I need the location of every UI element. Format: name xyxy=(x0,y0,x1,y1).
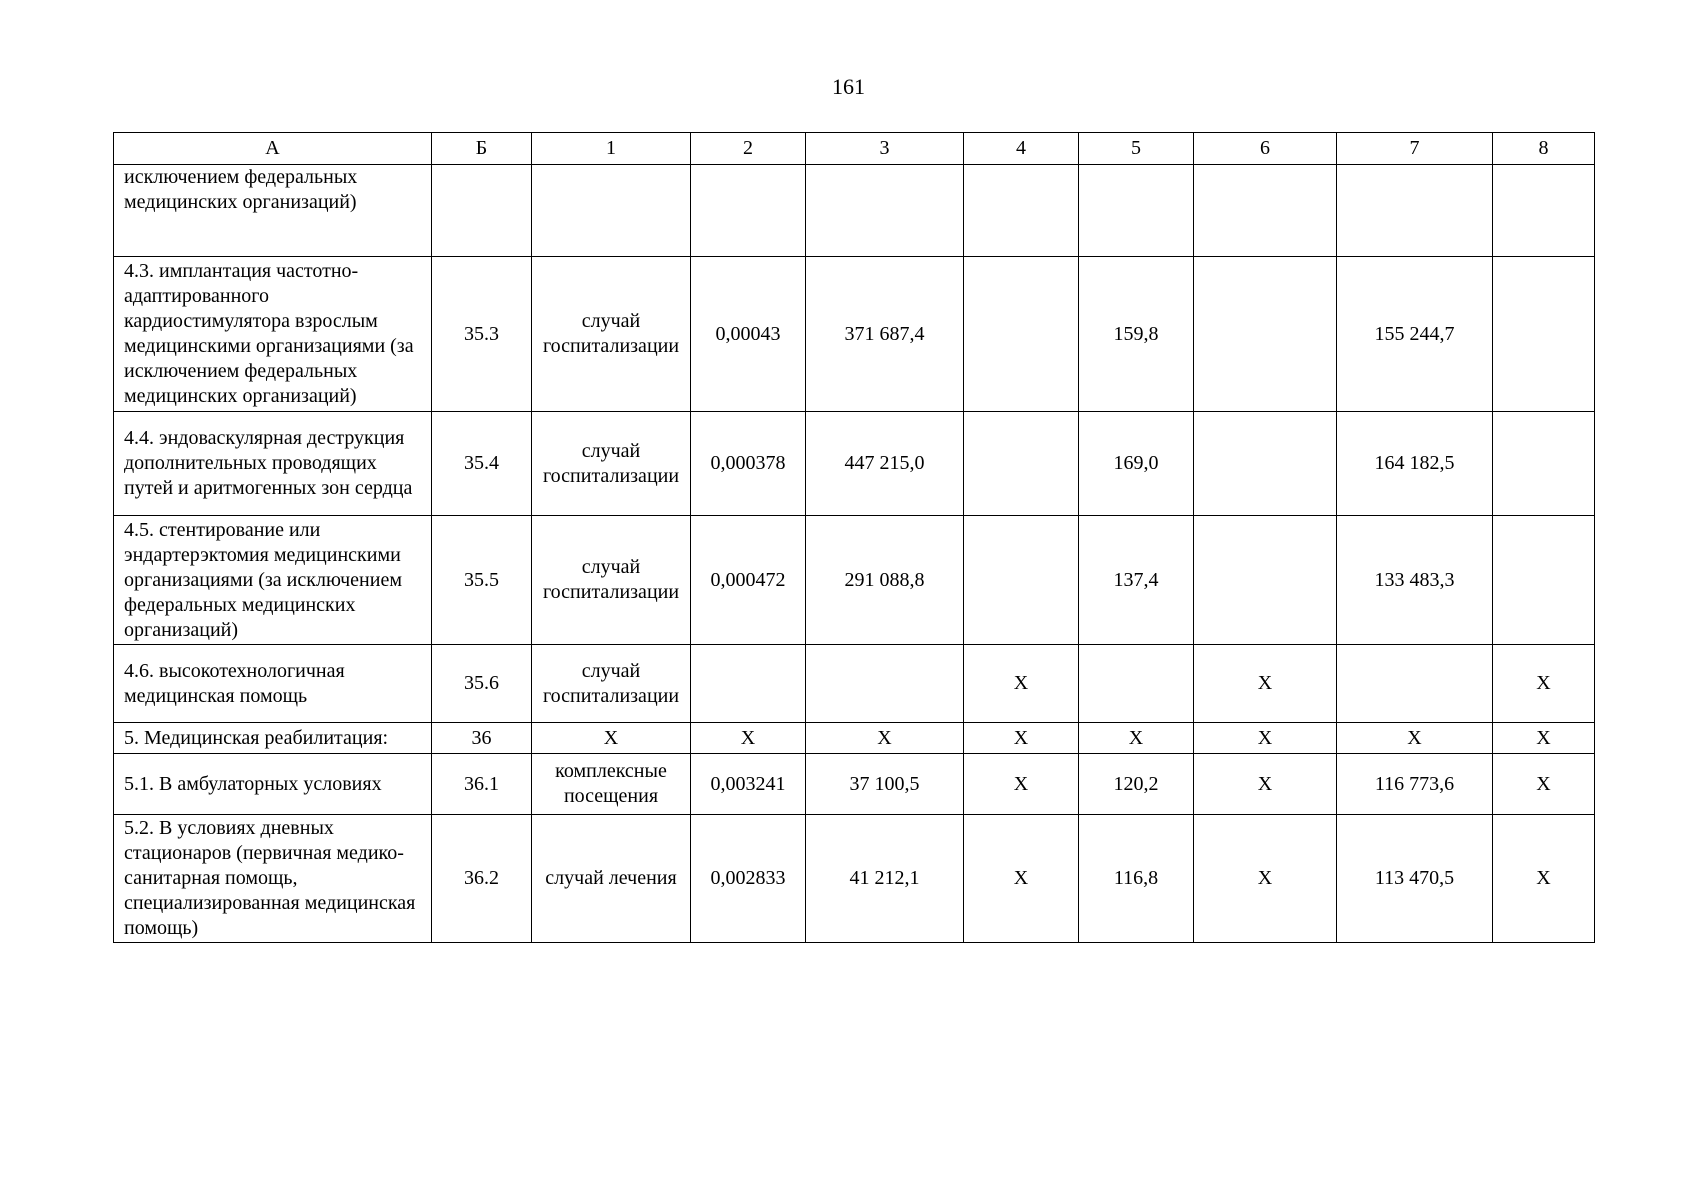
value-cell: X xyxy=(806,723,964,754)
value-cell: X xyxy=(1194,754,1337,815)
row-code-cell: 36.1 xyxy=(432,754,532,815)
row-code-cell xyxy=(432,165,532,257)
row-name-cell: 4.6. высокотехнологичная медицинская помощь xyxy=(114,645,432,723)
value-cell: 164 182,5 xyxy=(1337,412,1493,516)
value-cell: 120,2 xyxy=(1079,754,1194,815)
value-cell xyxy=(691,645,806,723)
value-cell: 169,0 xyxy=(1079,412,1194,516)
row-name-cell: 5. Медицинская реабилитация: xyxy=(114,723,432,754)
value-cell: X xyxy=(1194,723,1337,754)
value-cell: 37 100,5 xyxy=(806,754,964,815)
value-cell xyxy=(964,516,1079,645)
row-code-cell: 36.2 xyxy=(432,815,532,943)
value-cell: X xyxy=(1493,754,1595,815)
column-header: А xyxy=(114,133,432,165)
row-name-cell: исключением федеральных медицинских организаций) xyxy=(114,165,432,257)
value-cell: X xyxy=(1194,815,1337,943)
value-cell: X xyxy=(1493,815,1595,943)
value-cell: X xyxy=(691,723,806,754)
value-cell: X xyxy=(1337,723,1493,754)
value-cell xyxy=(1194,516,1337,645)
row-name-cell: 4.4. эндоваскулярная деструкция дополнительных проводящих путей и аритмогенных зон сердца xyxy=(114,412,432,516)
value-cell xyxy=(1079,645,1194,723)
value-cell xyxy=(964,165,1079,257)
value-cell xyxy=(1194,412,1337,516)
value-cell xyxy=(1194,165,1337,257)
value-cell: 0,002833 xyxy=(691,815,806,943)
value-cell: 291 088,8 xyxy=(806,516,964,645)
value-cell: 0,000472 xyxy=(691,516,806,645)
value-cell xyxy=(806,645,964,723)
value-cell: X xyxy=(964,815,1079,943)
row-name-cell: 5.2. В условиях дневных стационаров (первичная медико-санитарная помощь, специализированная медицинская помощь) xyxy=(114,815,432,943)
table-row xyxy=(114,723,1595,754)
row-unit-cell: комплексные посещения xyxy=(532,754,691,815)
table-row xyxy=(114,257,1595,412)
column-header: 5 xyxy=(1079,133,1194,165)
row-name-cell: 4.3. имплантация частотно-адаптированного кардиостимулятора взрослым медицинскими организациями (за исключением федеральных медицинских организаций) xyxy=(114,257,432,412)
row-unit-cell: случай лечения xyxy=(532,815,691,943)
value-cell: 133 483,3 xyxy=(1337,516,1493,645)
row-name-cell: 5.1. В амбулаторных условиях xyxy=(114,754,432,815)
value-cell xyxy=(1493,257,1595,412)
row-unit-cell: случай госпитализации xyxy=(532,412,691,516)
column-header: 2 xyxy=(691,133,806,165)
value-cell xyxy=(1079,165,1194,257)
value-cell: X xyxy=(1194,645,1337,723)
column-header: Б xyxy=(432,133,532,165)
value-cell: 159,8 xyxy=(1079,257,1194,412)
row-name-cell: 4.5. стентирование или эндартерэктомия медицинскими организациями (за исключением федеральных медицинских организаций) xyxy=(114,516,432,645)
column-header: 4 xyxy=(964,133,1079,165)
data-table xyxy=(113,132,1595,943)
table-row xyxy=(114,165,1595,257)
column-header: 1 xyxy=(532,133,691,165)
row-unit-cell: случай госпитализации xyxy=(532,516,691,645)
row-unit-cell: X xyxy=(532,723,691,754)
value-cell: 0,003241 xyxy=(691,754,806,815)
value-cell: 116,8 xyxy=(1079,815,1194,943)
row-unit-cell: случай госпитализации xyxy=(532,257,691,412)
value-cell: 0,000378 xyxy=(691,412,806,516)
row-code-cell: 35.4 xyxy=(432,412,532,516)
column-header: 3 xyxy=(806,133,964,165)
value-cell xyxy=(1493,412,1595,516)
value-cell: X xyxy=(964,723,1079,754)
value-cell: X xyxy=(964,754,1079,815)
row-code-cell: 36 xyxy=(432,723,532,754)
table-row xyxy=(114,754,1595,815)
value-cell: X xyxy=(1493,723,1595,754)
row-code-cell: 35.6 xyxy=(432,645,532,723)
value-cell: 0,00043 xyxy=(691,257,806,412)
value-cell: X xyxy=(1493,645,1595,723)
column-header: 8 xyxy=(1493,133,1595,165)
table-row xyxy=(114,516,1595,645)
value-cell: 41 212,1 xyxy=(806,815,964,943)
page-number: 161 xyxy=(832,74,865,99)
value-cell xyxy=(964,412,1079,516)
value-cell xyxy=(1493,516,1595,645)
value-cell: X xyxy=(964,645,1079,723)
table-row xyxy=(114,645,1595,723)
value-cell xyxy=(964,257,1079,412)
value-cell xyxy=(691,165,806,257)
row-code-cell: 35.5 xyxy=(432,516,532,645)
value-cell xyxy=(806,165,964,257)
column-header: 7 xyxy=(1337,133,1493,165)
value-cell: 137,4 xyxy=(1079,516,1194,645)
value-cell: 371 687,4 xyxy=(806,257,964,412)
table-row xyxy=(114,412,1595,516)
value-cell: 155 244,7 xyxy=(1337,257,1493,412)
value-cell xyxy=(1337,645,1493,723)
column-header: 6 xyxy=(1194,133,1337,165)
value-cell xyxy=(1194,257,1337,412)
value-cell xyxy=(1493,165,1595,257)
row-unit-cell: случай госпитализации xyxy=(532,645,691,723)
row-unit-cell xyxy=(532,165,691,257)
value-cell: 447 215,0 xyxy=(806,412,964,516)
header-row xyxy=(114,133,1595,165)
row-code-cell: 35.3 xyxy=(432,257,532,412)
value-cell: 116 773,6 xyxy=(1337,754,1493,815)
value-cell: X xyxy=(1079,723,1194,754)
table-row xyxy=(114,815,1595,943)
value-cell xyxy=(1337,165,1493,257)
value-cell: 113 470,5 xyxy=(1337,815,1493,943)
